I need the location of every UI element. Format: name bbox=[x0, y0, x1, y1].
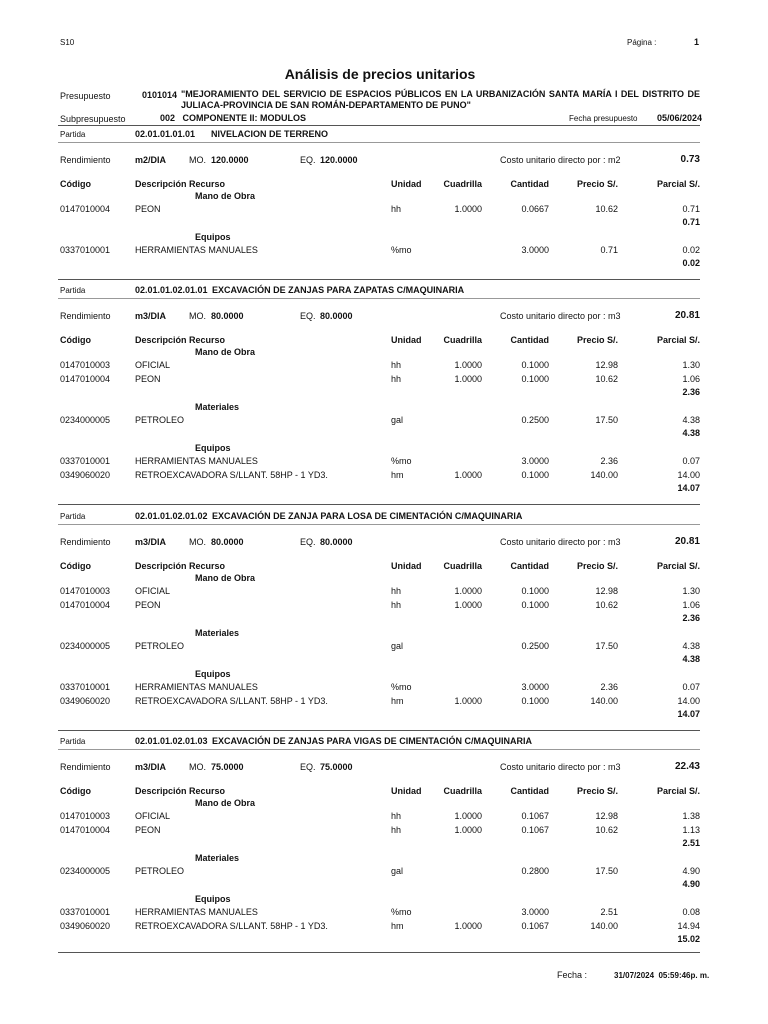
rendimiento-unit: m2/DIA bbox=[135, 155, 167, 165]
col-codigo: Código bbox=[60, 179, 91, 189]
resource-parcial: 4.90 bbox=[682, 866, 700, 876]
resource-description: HERRAMIENTAS MANUALES bbox=[135, 245, 258, 255]
resource-parcial: 14.00 bbox=[677, 470, 700, 480]
col-descripcion: Descripción Recurso bbox=[135, 786, 226, 796]
resource-code: 0147010004 bbox=[60, 374, 111, 384]
resource-cuadrilla: 1.0000 bbox=[454, 374, 482, 384]
group-subtotal: 0.02 bbox=[682, 258, 700, 268]
col-unidad: Unidad bbox=[391, 179, 422, 189]
resource-unit: %mo bbox=[391, 682, 412, 692]
resource-parcial: 1.06 bbox=[682, 600, 700, 610]
resource-cantidad: 0.1067 bbox=[521, 811, 549, 821]
eq-value: 75.0000 bbox=[320, 762, 353, 772]
resource-parcial: 14.94 bbox=[677, 921, 700, 931]
resource-cantidad: 3.0000 bbox=[521, 456, 549, 466]
resource-precio: 10.62 bbox=[595, 374, 618, 384]
costo-unitario-label: Costo unitario directo por : m3 bbox=[500, 537, 621, 547]
resource-cantidad: 3.0000 bbox=[521, 907, 549, 917]
group-title: Equipos bbox=[195, 894, 231, 904]
partida-code: 02.01.01.02.01.03 bbox=[135, 736, 208, 746]
col-unidad: Unidad bbox=[391, 335, 422, 345]
resource-parcial: 0.71 bbox=[682, 204, 700, 214]
resource-description: OFICIAL bbox=[135, 811, 171, 821]
resource-code: 0349060020 bbox=[60, 696, 111, 706]
col-parcial: Parcial S/. bbox=[656, 335, 700, 345]
mo-label: MO. bbox=[189, 762, 206, 772]
resource-cantidad: 0.2800 bbox=[521, 866, 549, 876]
resource-cantidad: 0.1000 bbox=[521, 696, 549, 706]
resource-parcial: 4.38 bbox=[682, 641, 700, 651]
col-descripcion: Descripción Recurso bbox=[135, 561, 226, 571]
resource-cuadrilla: 1.0000 bbox=[454, 586, 482, 596]
resource-code: 0234000005 bbox=[60, 866, 111, 876]
header-divider bbox=[58, 125, 700, 126]
resource-description: PEON bbox=[135, 600, 161, 610]
eq-value: 80.0000 bbox=[320, 537, 353, 547]
col-cantidad: Cantidad bbox=[510, 335, 549, 345]
col-parcial: Parcial S/. bbox=[656, 561, 700, 571]
fecha-presupuesto-label: Fecha presupuesto bbox=[569, 114, 638, 123]
resource-cuadrilla: 1.0000 bbox=[454, 360, 482, 370]
row-divider bbox=[58, 279, 700, 280]
col-unidad: Unidad bbox=[391, 786, 422, 796]
resource-cantidad: 0.1000 bbox=[521, 600, 549, 610]
rendimiento-label: Rendimiento bbox=[60, 311, 111, 321]
group-title: Mano de Obra bbox=[195, 798, 256, 808]
page-label: Página : bbox=[627, 38, 657, 47]
fecha-presupuesto-value: 05/06/2024 bbox=[657, 113, 703, 123]
page-number: 1 bbox=[694, 37, 700, 47]
resource-unit: hm bbox=[391, 696, 404, 706]
col-descripcion: Descripción Recurso bbox=[135, 335, 226, 345]
resource-code: 0234000005 bbox=[60, 641, 111, 651]
resource-code: 0337010001 bbox=[60, 682, 111, 692]
resource-code: 0147010004 bbox=[60, 204, 111, 214]
resource-cantidad: 0.2500 bbox=[521, 641, 549, 651]
partida-label: Partida bbox=[60, 130, 86, 139]
group-subtotal: 2.36 bbox=[682, 613, 700, 623]
resource-cuadrilla: 1.0000 bbox=[454, 600, 482, 610]
partida-name: NIVELACION DE TERRENO bbox=[211, 129, 329, 139]
resource-description: PETROLEO bbox=[135, 415, 185, 425]
resource-cuadrilla: 1.0000 bbox=[454, 921, 482, 931]
group-subtotal: 14.07 bbox=[677, 709, 700, 719]
col-precio: Precio S/. bbox=[576, 786, 618, 796]
resource-code: 0349060020 bbox=[60, 470, 111, 480]
resource-precio: 12.98 bbox=[595, 360, 618, 370]
row-divider bbox=[58, 524, 700, 525]
group-subtotal: 4.38 bbox=[682, 428, 700, 438]
group-subtotal: 2.36 bbox=[682, 387, 700, 397]
rendimiento-unit: m3/DIA bbox=[135, 311, 167, 321]
rendimiento-unit: m3/DIA bbox=[135, 537, 167, 547]
group-subtotal: 2.51 bbox=[682, 838, 700, 848]
resource-unit: gal bbox=[391, 866, 404, 876]
row-divider bbox=[58, 749, 700, 750]
col-codigo: Código bbox=[60, 561, 91, 571]
resource-code: 0147010004 bbox=[60, 825, 111, 835]
resource-unit: hh bbox=[391, 360, 402, 370]
mo-value: 75.0000 bbox=[211, 762, 244, 772]
col-descripcion: Descripción Recurso bbox=[135, 179, 226, 189]
col-precio: Precio S/. bbox=[576, 561, 618, 571]
group-title: Materiales bbox=[195, 402, 240, 412]
presupuesto-name: "MEJORAMIENTO DEL SERVICIO DE ESPACIOS PÚBLICOS EN LA URBANIZACIÓN SANTA MARÍA I DEL DISTRITO DE JULIACA-PROVINCIA DE SAN ROMÁN-DEPARTAMENTO DE PUNO" bbox=[181, 89, 700, 110]
rendimiento-label: Rendimiento bbox=[60, 155, 111, 165]
presupuesto-label: Presupuesto bbox=[60, 91, 111, 101]
resource-description: PEON bbox=[135, 374, 161, 384]
group-subtotal: 14.07 bbox=[677, 483, 700, 493]
group-subtotal: 4.90 bbox=[682, 879, 700, 889]
resource-precio: 17.50 bbox=[595, 415, 618, 425]
eq-label: EQ. bbox=[300, 155, 316, 165]
resource-description: HERRAMIENTAS MANUALES bbox=[135, 456, 258, 466]
resource-unit: hh bbox=[391, 586, 402, 596]
col-unidad: Unidad bbox=[391, 561, 422, 571]
group-title: Materiales bbox=[195, 628, 240, 638]
rendimiento-unit: m3/DIA bbox=[135, 762, 167, 772]
end-divider bbox=[58, 952, 700, 953]
resource-parcial: 1.30 bbox=[682, 360, 700, 370]
resource-unit: gal bbox=[391, 415, 404, 425]
partida-code: 02.01.01.02.01.02 bbox=[135, 511, 208, 521]
subpresupuesto-value: 002 COMPONENTE II: MODULOS bbox=[160, 113, 307, 123]
col-cantidad: Cantidad bbox=[510, 561, 549, 571]
resource-cantidad: 0.2500 bbox=[521, 415, 549, 425]
mo-label: MO. bbox=[189, 537, 206, 547]
mo-value: 120.0000 bbox=[211, 155, 249, 165]
resource-parcial: 1.38 bbox=[682, 811, 700, 821]
resource-parcial: 4.38 bbox=[682, 415, 700, 425]
resource-cantidad: 3.0000 bbox=[521, 245, 549, 255]
resource-description: PEON bbox=[135, 204, 161, 214]
resource-description: OFICIAL bbox=[135, 586, 171, 596]
col-cantidad: Cantidad bbox=[510, 786, 549, 796]
page-title: Análisis de precios unitarios bbox=[284, 66, 476, 82]
resource-cantidad: 0.1000 bbox=[521, 374, 549, 384]
col-cuadrilla: Cuadrilla bbox=[443, 561, 482, 571]
resource-cuadrilla: 1.0000 bbox=[454, 204, 482, 214]
resource-cantidad: 0.0667 bbox=[521, 204, 549, 214]
mo-label: MO. bbox=[189, 155, 206, 165]
resource-parcial: 0.08 bbox=[682, 907, 700, 917]
costo-unitario-value: 22.43 bbox=[674, 761, 700, 772]
resource-precio: 2.51 bbox=[600, 907, 618, 917]
resource-precio: 10.62 bbox=[595, 600, 618, 610]
resource-unit: hm bbox=[391, 921, 404, 931]
resource-description: HERRAMIENTAS MANUALES bbox=[135, 682, 258, 692]
col-cuadrilla: Cuadrilla bbox=[443, 786, 482, 796]
resource-parcial: 0.02 bbox=[682, 245, 700, 255]
resource-code: 0337010001 bbox=[60, 245, 111, 255]
resource-parcial: 1.13 bbox=[682, 825, 700, 835]
resource-code: 0349060020 bbox=[60, 921, 111, 931]
resource-precio: 140.00 bbox=[590, 921, 618, 931]
resource-parcial: 14.00 bbox=[677, 696, 700, 706]
resource-cantidad: 0.1000 bbox=[521, 470, 549, 480]
rendimiento-label: Rendimiento bbox=[60, 537, 111, 547]
eq-label: EQ. bbox=[300, 537, 316, 547]
partida-label: Partida bbox=[60, 286, 86, 295]
subpresupuesto-label: Subpresupuesto bbox=[60, 114, 126, 124]
row-divider bbox=[58, 504, 700, 505]
partida-name: EXCAVACIÓN DE ZANJAS PARA VIGAS DE CIMENTACIÓN C/MAQUINARIA bbox=[212, 736, 533, 746]
resource-code: 0147010004 bbox=[60, 600, 111, 610]
resource-code: 0234000005 bbox=[60, 415, 111, 425]
presupuesto-code: 0101014 bbox=[142, 90, 178, 100]
footer-fecha-label: Fecha : bbox=[557, 970, 588, 980]
resource-unit: hh bbox=[391, 825, 402, 835]
resource-unit: %mo bbox=[391, 907, 412, 917]
resource-unit: gal bbox=[391, 641, 404, 651]
costo-unitario-label: Costo unitario directo por : m3 bbox=[500, 311, 621, 321]
resource-precio: 10.62 bbox=[595, 825, 618, 835]
footer-fecha-value: 31/07/2024 05:59:46p. m. bbox=[614, 971, 710, 980]
row-divider bbox=[58, 730, 700, 731]
resource-unit: hm bbox=[391, 470, 404, 480]
partida-name: EXCAVACIÓN DE ZANJA PARA LOSA DE CIMENTACIÓN C/MAQUINARIA bbox=[212, 511, 523, 521]
col-codigo: Código bbox=[60, 786, 91, 796]
resource-unit: hh bbox=[391, 204, 402, 214]
resource-cuadrilla: 1.0000 bbox=[454, 811, 482, 821]
resource-code: 0147010003 bbox=[60, 811, 111, 821]
resource-precio: 2.36 bbox=[600, 456, 618, 466]
group-subtotal: 0.71 bbox=[682, 217, 700, 227]
resource-unit: hh bbox=[391, 600, 402, 610]
mo-value: 80.0000 bbox=[211, 311, 244, 321]
resource-precio: 140.00 bbox=[590, 470, 618, 480]
resource-code: 0337010001 bbox=[60, 907, 111, 917]
group-title: Mano de Obra bbox=[195, 191, 256, 201]
resource-unit: %mo bbox=[391, 456, 412, 466]
resource-cuadrilla: 1.0000 bbox=[454, 696, 482, 706]
col-precio: Precio S/. bbox=[576, 179, 618, 189]
resource-unit: %mo bbox=[391, 245, 412, 255]
costo-unitario-label: Costo unitario directo por : m3 bbox=[500, 762, 621, 772]
group-title: Materiales bbox=[195, 853, 240, 863]
col-parcial: Parcial S/. bbox=[656, 786, 700, 796]
resource-precio: 0.71 bbox=[600, 245, 618, 255]
resource-cantidad: 0.1067 bbox=[521, 921, 549, 931]
group-title: Equipos bbox=[195, 669, 231, 679]
resource-parcial: 1.30 bbox=[682, 586, 700, 596]
resource-code: 0337010001 bbox=[60, 456, 111, 466]
partida-code: 02.01.01.01.01 bbox=[135, 129, 196, 139]
mo-value: 80.0000 bbox=[211, 537, 244, 547]
eq-value: 80.0000 bbox=[320, 311, 353, 321]
resource-description: RETROEXCAVADORA S/LLANT. 58HP - 1 YD3. bbox=[135, 696, 328, 706]
costo-unitario-value: 20.81 bbox=[674, 536, 700, 547]
rendimiento-label: Rendimiento bbox=[60, 762, 111, 772]
col-cuadrilla: Cuadrilla bbox=[443, 335, 482, 345]
resource-description: HERRAMIENTAS MANUALES bbox=[135, 907, 258, 917]
resource-precio: 10.62 bbox=[595, 204, 618, 214]
row-divider bbox=[58, 298, 700, 299]
group-title: Mano de Obra bbox=[195, 347, 256, 357]
resource-cuadrilla: 1.0000 bbox=[454, 825, 482, 835]
group-title: Equipos bbox=[195, 443, 231, 453]
resource-description: RETROEXCAVADORA S/LLANT. 58HP - 1 YD3. bbox=[135, 470, 328, 480]
resource-precio: 12.98 bbox=[595, 811, 618, 821]
resource-cantidad: 3.0000 bbox=[521, 682, 549, 692]
resource-description: PETROLEO bbox=[135, 641, 185, 651]
costo-unitario-label: Costo unitario directo por : m2 bbox=[500, 155, 621, 165]
resource-precio: 17.50 bbox=[595, 866, 618, 876]
resource-unit: hh bbox=[391, 811, 402, 821]
report-code: S10 bbox=[60, 38, 75, 47]
resource-description: PEON bbox=[135, 825, 161, 835]
resource-precio: 140.00 bbox=[590, 696, 618, 706]
resource-code: 0147010003 bbox=[60, 360, 111, 370]
resource-parcial: 0.07 bbox=[682, 456, 700, 466]
partida-name: EXCAVACIÓN DE ZANJAS PARA ZAPATAS C/MAQUINARIA bbox=[212, 285, 465, 295]
resource-parcial: 1.06 bbox=[682, 374, 700, 384]
partida-label: Partida bbox=[60, 512, 86, 521]
partida-code: 02.01.01.02.01.01 bbox=[135, 285, 208, 295]
row-divider bbox=[58, 142, 700, 143]
resource-precio: 17.50 bbox=[595, 641, 618, 651]
resource-description: OFICIAL bbox=[135, 360, 171, 370]
col-cuadrilla: Cuadrilla bbox=[443, 179, 482, 189]
col-codigo: Código bbox=[60, 335, 91, 345]
partida-label: Partida bbox=[60, 737, 86, 746]
mo-label: MO. bbox=[189, 311, 206, 321]
resource-cantidad: 0.1000 bbox=[521, 360, 549, 370]
group-title: Mano de Obra bbox=[195, 573, 256, 583]
col-precio: Precio S/. bbox=[576, 335, 618, 345]
costo-unitario-value: 0.73 bbox=[680, 154, 700, 165]
group-title: Equipos bbox=[195, 232, 231, 242]
resource-code: 0147010003 bbox=[60, 586, 111, 596]
resource-description: PETROLEO bbox=[135, 866, 185, 876]
col-cantidad: Cantidad bbox=[510, 179, 549, 189]
costo-unitario-value: 20.81 bbox=[674, 310, 700, 321]
eq-label: EQ. bbox=[300, 311, 316, 321]
resource-parcial: 0.07 bbox=[682, 682, 700, 692]
resource-unit: hh bbox=[391, 374, 402, 384]
resource-precio: 12.98 bbox=[595, 586, 618, 596]
eq-value: 120.0000 bbox=[320, 155, 358, 165]
group-subtotal: 4.38 bbox=[682, 654, 700, 664]
resource-description: RETROEXCAVADORA S/LLANT. 58HP - 1 YD3. bbox=[135, 921, 328, 931]
resource-cuadrilla: 1.0000 bbox=[454, 470, 482, 480]
resource-cantidad: 0.1000 bbox=[521, 586, 549, 596]
resource-cantidad: 0.1067 bbox=[521, 825, 549, 835]
group-subtotal: 15.02 bbox=[677, 934, 700, 944]
col-parcial: Parcial S/. bbox=[656, 179, 700, 189]
eq-label: EQ. bbox=[300, 762, 316, 772]
resource-precio: 2.36 bbox=[600, 682, 618, 692]
